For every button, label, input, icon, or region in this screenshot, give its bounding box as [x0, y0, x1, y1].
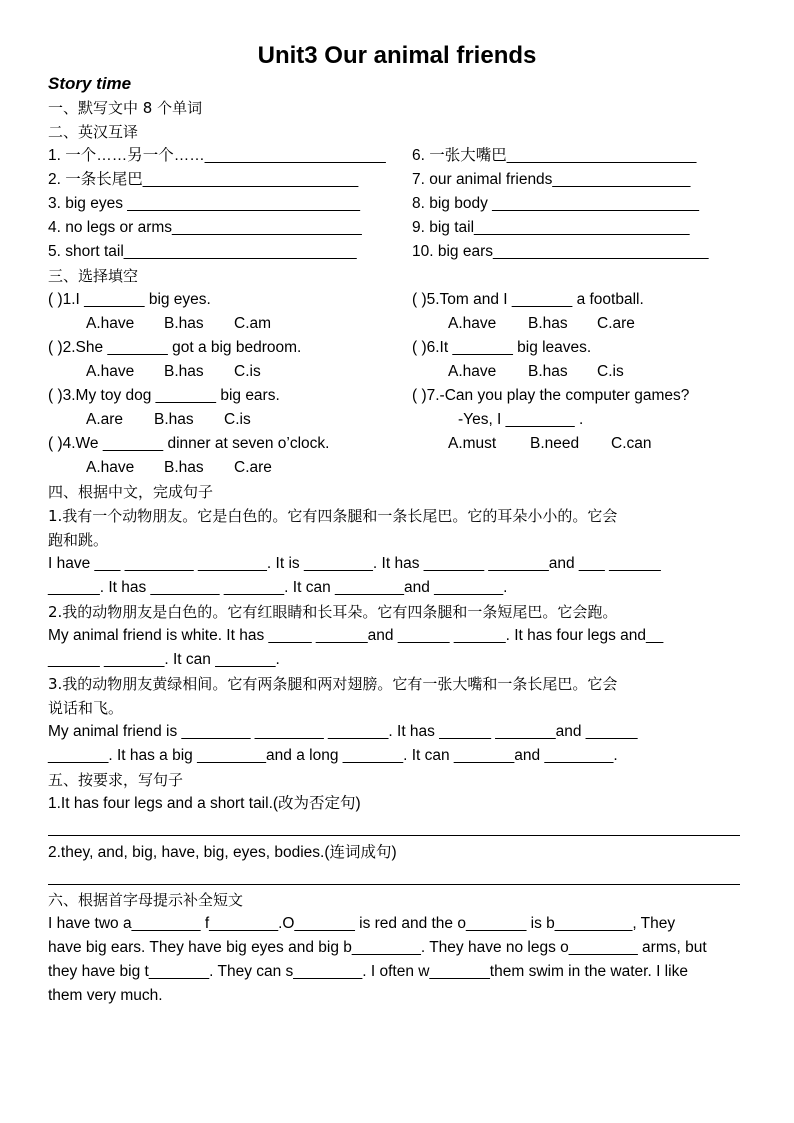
mc-question: ( )2.She _______ got a big bedroom. [48, 339, 302, 356]
mc-option: A.have [448, 363, 497, 380]
translation-item: 1. 一个……另一个……_____________________ [48, 147, 386, 164]
section-5-heading: 五、按要求，写句子 [48, 771, 184, 789]
translation-item: 10. big ears_________________________ [412, 243, 709, 260]
mc-question: ( )1.I _______ big eyes. [48, 291, 211, 308]
mc-option: B.need [530, 435, 580, 452]
section-3-heading: 三、选择填空 [48, 267, 139, 285]
mc-option: A.are [86, 411, 124, 428]
mc-question: ( )4.We _______ dinner at seven o’clock. [48, 435, 330, 452]
mc-option: C.is [234, 363, 261, 380]
mc-question: ( )3.My toy dog _______ big ears. [48, 387, 280, 404]
translation-item: 6. 一张大嘴巴______________________ [412, 147, 697, 164]
section-2-heading: 二、英汉互译 [48, 123, 139, 141]
mc-option: B.has [528, 315, 568, 332]
translation-item: 7. our animal friends________________ [412, 171, 691, 188]
mc-question: ( )7.-Can you play the computer games? [412, 387, 690, 404]
mc-option: B.has [164, 315, 204, 332]
chinese-prompt: 3.我的动物朋友黄绿相间。它有两条腿和两对翅膀。它有一张大嘴和一条长尾巴。它会 [48, 675, 618, 693]
english-sentence: My animal friend is ________ ________ _______. It has ______ _______and ______ [48, 723, 638, 740]
chinese-prompt: 说话和飞。 [48, 699, 124, 717]
cloze-line: have big ears. They have big eyes and big b________. They have no legs o________ arms, but [48, 939, 707, 956]
mc-option: A.have [86, 315, 135, 332]
english-sentence: ______. It has ________ _______. It can ________and ________. [48, 579, 508, 596]
translation-item: 5. short tail___________________________ [48, 243, 357, 260]
mc-option: A.have [86, 363, 135, 380]
mc-option: B.has [154, 411, 194, 428]
page-title: Unit3 Our animal friends [257, 42, 537, 69]
rewrite-task: 1.It has four legs and a short tail.(改为否定句) [48, 795, 361, 812]
section-4-heading: 四、根据中文，完成句子 [48, 483, 214, 501]
mc-option: A.have [448, 315, 497, 332]
mc-option: C.is [597, 363, 624, 380]
answer-line [48, 835, 740, 836]
translation-item: 4. no legs or arms______________________ [48, 219, 362, 236]
mc-option: B.has [164, 363, 204, 380]
section-6-heading: 六、根据首字母提示补全短文 [48, 891, 244, 909]
mc-question: ( )5.Tom and I _______ a football. [412, 291, 644, 308]
cloze-line: them very much. [48, 987, 163, 1004]
translation-item: 9. big tail_________________________ [412, 219, 690, 236]
mc-question-reply: -Yes, I ________ . [458, 411, 584, 428]
cloze-line: I have two a________ f________.O_______ is red and the o_______ is b_________, They [48, 915, 676, 932]
chinese-prompt: 跑和跳。 [48, 531, 109, 549]
mc-option: A.have [86, 459, 135, 476]
rewrite-task: 2.they, and, big, have, big, eyes, bodies.(连词成句) [48, 844, 397, 861]
chinese-prompt: 1.我有一个动物朋友。它是白色的。它有四条腿和一条长尾巴。它的耳朵小小的。它会 [48, 507, 618, 525]
answer-line [48, 884, 740, 885]
mc-option: C.is [224, 411, 251, 428]
page-subtitle: Story time [48, 74, 132, 93]
english-sentence: My animal friend is white. It has _____ ______and ______ ______. It has four legs and__ [48, 627, 664, 644]
translation-item: 8. big body ________________________ [412, 195, 700, 212]
mc-option: B.has [528, 363, 568, 380]
cloze-line: they have big t_______. They can s________. I often w_______them swim in the water. I like [48, 963, 688, 980]
mc-question: ( )6.It _______ big leaves. [412, 339, 592, 356]
translation-item: 2. 一条长尾巴_________________________ [48, 171, 359, 188]
english-sentence: ______ _______. It can _______. [48, 651, 280, 668]
mc-option: C.am [234, 315, 272, 332]
english-sentence: I have ___ ________ ________. It is ________. It has _______ _______and ___ ______ [48, 555, 661, 572]
mc-option: A.must [448, 435, 497, 452]
mc-option: C.can [611, 435, 652, 452]
chinese-prompt: 2.我的动物朋友是白色的。它有红眼睛和长耳朵。它有四条腿和一条短尾巴。它会跑。 [48, 603, 618, 621]
translation-item: 3. big eyes ___________________________ [48, 195, 361, 212]
mc-option: C.are [234, 459, 272, 476]
english-sentence: _______. It has a big ________and a long _______. It can _______and ________. [48, 747, 618, 764]
section-1-heading: 一、默写文中 8 个单词 [48, 99, 203, 117]
mc-option: B.has [164, 459, 204, 476]
mc-option: C.are [597, 315, 635, 332]
